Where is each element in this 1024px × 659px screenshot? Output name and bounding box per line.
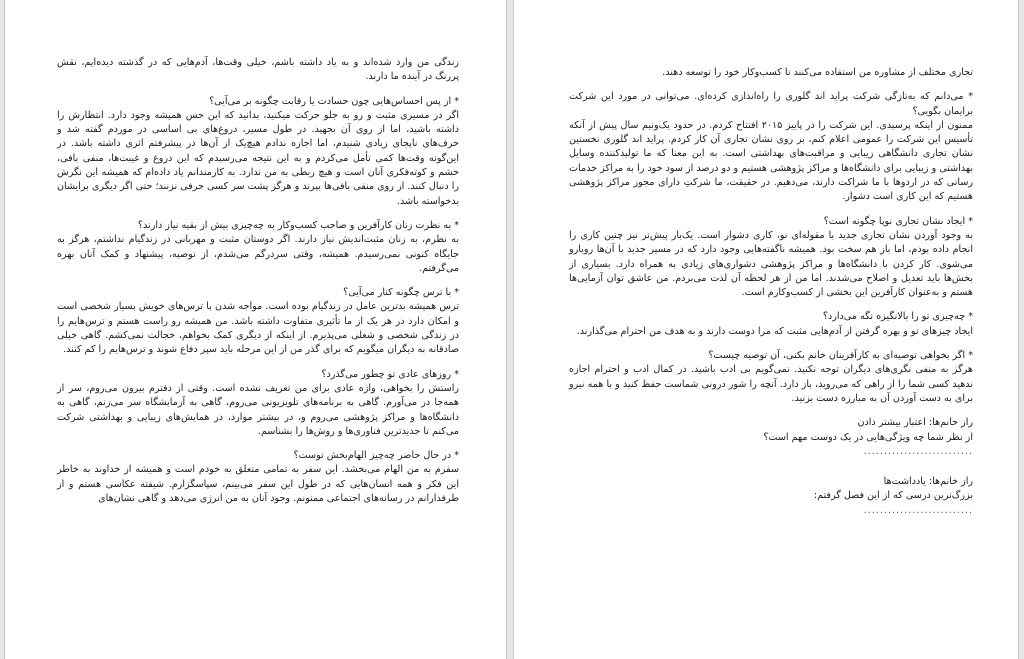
question: * روزهای عادی تو چطور می‌گذرد؟: [321, 368, 459, 380]
secret-question: از نظر شما چه ویژگی‌هایی در یک دوست مهم است؟: [763, 431, 973, 443]
question: * می‌دانم که به‌تازگی شرکت پراید اند گلوری را راه‌اندازی کرده‌ای. می‌توانی در مورد این شرکت برایمان بگویی؟: [569, 91, 973, 117]
dotted-answer-line: ...........................: [863, 445, 973, 457]
answer: سفرم به من الهام می‌بخشد. این سفر به تمامی متعلق به خودم است و همیشه از خداوند به خاطر این فکر و همه انسان‌هایی که در طول این سفر می‌بینم، سپاسگزارم. شیفته عکاسی هستم و از طرفدارانم در رسانه‌های اجتماعی ممنونم. وجود آنان به من انرژی می‌دهد و گاهی نشان‌های: [57, 464, 459, 505]
secret-question: بزرگ‌ترین درسی که از این فصل گرفتم:: [813, 490, 973, 502]
right-page-text: [569, 66, 973, 534]
answer: ممنون از اینکه پرسیدی. این شرکت را در پاییز ۲۰۱۵ افتتاح کردم. در حدود یک‌ونیم سال پیش از آنکه تأسیس این شرکت را عمومی اعلام کنم، بر روی نشان تجاری آن کار کردم. پراید اند گلوری نخستین نشان تجاری دانشگاهی زیبایی و مراقبت‌های بهداشتی است. به این معنا که ما تولیدکننده وسایل بهداشتی و زیبایی برای دانشگاه‌ها و مراکز پژوهشی هستیم و دو درصد از سود خود را به مراکز خدمات رسانی که در اردوها با ما شراکت دارند، می‌دهیم. در حقیقت، ما شرکتِ دارای مجوز مراکز پژوهشی هستیم که این کاری است دشوار.: [569, 119, 973, 203]
left-intro: زندگی من وارد شده‌اند و به یاد داشته باشم، خیلی وقت‌ها، آدم‌هایی که در گذشته دیده‌ایم، نقش پررنگ در آینده ما دارند.: [57, 57, 459, 83]
question: * به نظرت زنان کارآفرین و صاحب کسب‌وکار به چه‌چیزی بیش از بقیه نیاز دارند؟: [137, 219, 459, 231]
answer: به وجود آوردن نشان تجاری جدید با مقوله‌ای نو، کاری دشوار است. یک‌بار پیش‌تر نیز چنین کاری را انجام داده بودم، اما باز هم سخت بود. همیشه ناگفته‌هایی وجود دارد که در مسیر جدید با آن‌ها روبارو می‌شوی. کار کردن با دانشگاه‌ها و مراکز پژوهشی دشواری‌های زیادی به همراه دارد. بسیاری از بخش‌ها باید تعدیل و اصلاح می‌شدند. اما من از هر لحظه آن لذت می‌بردم. من عاشق توان آزمایی‌ها هستم و به‌عنوان کارآفرین این بخشی از کسب‌وکارم است.: [569, 229, 973, 299]
answer: به نظرم، به زنان مثبت‌اندیش نیاز دارند. اگر دوستان مثبت و مهربانی در زندگیام نداشتم، هرگز به جایگاه کنونی نمی‌رسیدم. همیشه، وقتی سردرگم می‌شدم، از توصیه، پیشنهاد و کمک آنان بهره می‌گرفتم.: [57, 234, 459, 274]
question: * ایجاد نشان تجاری نوپا چگونه است؟: [823, 215, 973, 227]
question: * از پس احساس‌هایی چون حسادت یا رقابت چگونه بر می‌آیی؟: [209, 95, 459, 107]
answer: ترس همیشه بدترین عامل در زندگیام بوده است. مواجه شدن با ترس‌های خویش بسیار شخصی است و امکان دارد در هر یک از ما تأثیری متفاوت داشته باشد. من همیشه رو راست هستم و ترس‌هایم را در زندگی شخصی و شغلی می‌پذیرم. از اینکه از دیگری کمک بخواهم، خجالت نمی‌کشم. گاهی خیلی صادقانه به دیگران میگویم که برای گذر من از این مرحله باید سپر دفاع شوند و ترس‌هایم را کم کنند.: [57, 301, 459, 356]
answer: هرگز به منفی نگری‌های دیگران توجه نکنید. نمی‌گویم بی ادب باشید. در کمال ادب و احترام اجازه ندهید کسی شما را از راهی که می‌روید، باز دارد. آنچه را شور درونی شماست حفظ کنید و با همه نیرو برای به دست آوردن آن به مبارزه دست بزنید.: [569, 364, 973, 404]
secret-title: راز خانم‌ها: اعتبار بیشتر دادن: [857, 417, 973, 429]
answer: اگر در مسیری مثبت و رو به جلو حرکت میکنید، بدانید که این حس همیشه وجود دارد. انتظارش را داشته باشید، اما از روی آن بجهید. در طول مسیر، دروغ‌های بی اساسی در موردم گفته شد و حرف‌های ناپجای زیادی شنیدم، اما اجازه ندادم هیچ‌یک از آن‌ها در پیشرفتم اثری داشته باشد. در این‌گونه وقت‌ها کمی تأمل می‌کردم و به این نتیجه می‌رسیدم که این دروغ و غیبت‌ها، منفی بافی، خشم و کوته‌فکری آنان است و هیچ ربطی به من ندارد. به کارمندانم یاد داده‌ام که همیشه این نگرش را دنبال کنند. از روی منفی بافی‌ها بپرند و هرگز پشت سر کسی حرفی نزنند؛ حتی اگر دیگری برایشان بدخواسته باشد.: [57, 109, 459, 207]
question: * اگر بخواهی توصیه‌ای به کارآفرینان خانم بکنی، آن توصیه چیست؟: [708, 350, 973, 362]
right-page: [513, 0, 1019, 659]
question: * چه‌چیزی تو را بالانگیزه نگه می‌دارد؟: [822, 311, 973, 323]
right-intro: تجاری مختلف از مشاوره من استفاده می‌کنند تا کسب‌وکار خود را توسعه دهند.: [662, 67, 973, 78]
question: * با ترس چگونه کنار می‌آیی؟: [343, 287, 459, 299]
left-page-text: [57, 56, 459, 516]
secret-title: راز خانم‌ها: یادداشت‌ها: [883, 476, 973, 488]
dotted-answer-line: ...........................: [863, 504, 973, 516]
answer: ایجاد چیزهای نو و بهره گرفتن از آدم‌هایی مثبت که مرا دوست دارند و به هدف من احترام می‌گذارند.: [576, 325, 973, 337]
question: * در حال حاضر چه‌چیز الهام‌بخش توست؟: [293, 450, 459, 462]
answer: راستش را بخواهی، واژه عادی برای من تعریف نشده است. وقتی از دفترم بیرون می‌روم، سر از همه‌جا در می‌آورم. گاهی به برنامه‌های تلویزیونی می‌روم، گاهی به آزمایشگاه سر می‌زنم، گاهی به دانشگاه‌ها و مراکز پژوهشی می‌روم و، در بیشتر موارد، در همایش‌های زیبایی و بهداشتی شرکت می‌کنم تا جدیدترین فناوری‌ها و روش‌ها را بشناسم.: [57, 382, 459, 437]
left-page: [4, 0, 507, 659]
